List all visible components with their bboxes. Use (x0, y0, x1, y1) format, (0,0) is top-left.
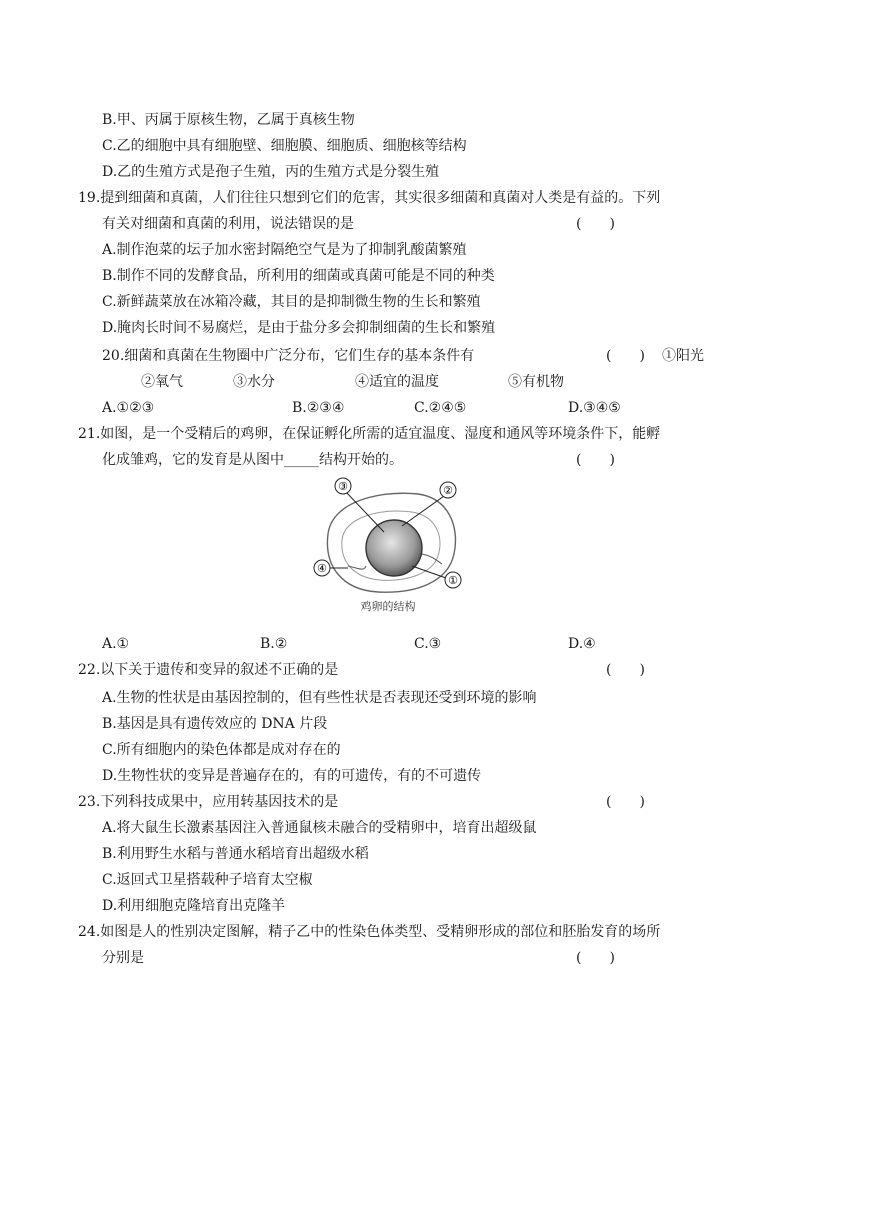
q19-stem-line2: 有关对细菌和真菌的利用，说法错误的是 (102, 216, 354, 232)
egg-structure-figure (308, 474, 464, 622)
q20-item-1: ①阳光 (662, 348, 704, 364)
q21-stem-line1: 21.如图，是一个受精后的鸡卵，在保证孵化所需的适宜温度、湿度和通风等环境条件下，能孵 (78, 426, 661, 442)
pointer-line-2 (402, 496, 444, 526)
q21-option-a: A.① (102, 636, 130, 652)
q18-option-c: C.乙的细胞中具有细胞壁、细胞膜、细胞质、细胞核等结构 (102, 138, 467, 154)
q20-item-5: ⑤有机物 (508, 374, 564, 390)
q19-answer-blank: ( ) (576, 216, 615, 232)
q22-option-c: C.所有细胞内的染色体都是成对存在的 (102, 742, 341, 758)
fig-label-1: ① (448, 574, 458, 587)
q20-option-b: B.②③④ (292, 400, 345, 416)
q23-option-a: A.将大鼠生长激素基因注入普通鼠核未融合的受精卵中，培育出超级鼠 (102, 820, 537, 836)
q22-option-d: D.生物性状的变异是普遍存在的，有的可遗传，有的不可遗传 (102, 768, 482, 784)
q20-option-c: C.②④⑤ (414, 400, 467, 416)
egg-chalaza-right (422, 554, 442, 564)
q18-option-b: B.甲、丙属于原核生物，乙属于真核生物 (102, 112, 355, 128)
fig-label-3: ③ (338, 480, 348, 493)
q19-option-b: B.制作不同的发酵食品，所利用的细菌或真菌可能是不同的种类 (102, 268, 495, 284)
q21-option-b: B.② (260, 636, 288, 652)
q19-option-a: A.制作泡菜的坛子加水密封隔绝空气是为了抑制乳酸菌繁殖 (102, 242, 467, 258)
q22-stem: 22.以下关于遗传和变异的叙述不正确的是 (78, 662, 339, 678)
q19-option-d: D.腌肉长时间不易腐烂，是由于盐分多会抑制细菌的生长和繁殖 (102, 320, 496, 336)
q20-answer-blank: ( ) (606, 348, 645, 364)
q22-answer-blank: ( ) (606, 662, 645, 678)
q21-option-c: C.③ (414, 636, 442, 652)
fig-label-4: ④ (317, 562, 327, 575)
q22-option-b: B.基因是具有遗传效应的 DNA 片段 (102, 716, 328, 732)
q21-option-d: D.④ (568, 636, 596, 652)
q20-option-d: D.③④⑤ (568, 400, 621, 416)
q19-stem-line1: 19.提到细菌和真菌，人们往往只想到它们的危害，其实很多细菌和真菌对人类是有益的。下列 (78, 190, 661, 206)
q23-option-d: D.利用细胞克隆培育出克隆羊 (102, 898, 286, 914)
q20-item-3: ③水分 (233, 374, 275, 390)
q20-stem-line1: 20.细菌和真菌在生物圈中广泛分布，它们生存的基本条件有 (102, 348, 475, 364)
q23-answer-blank: ( ) (606, 794, 645, 810)
fig-label-2: ② (443, 484, 453, 497)
q19-option-c: C.新鲜蔬菜放在冰箱冷藏，其目的是抑制微生物的生长和繁殖 (102, 294, 481, 310)
egg-figure-caption: 鸡卵的结构 (360, 600, 416, 613)
q20-option-a: A.①②③ (102, 400, 155, 416)
q23-stem: 23.下列科技成果中，应用转基因技术的是 (78, 794, 339, 810)
q21-answer-blank: ( ) (576, 452, 615, 468)
q20-item-2: ②氧气 (141, 374, 183, 390)
q20-item-4: ④适宜的温度 (355, 374, 439, 390)
q24-stem-line1: 24.如图是人的性别决定图解，精子乙中的性染色体类型、受精卵形成的部位和胚胎发育的场所 (78, 924, 661, 940)
pointer-line-1 (412, 566, 446, 578)
q21-stem-line2: 化成雏鸡，它的发育是从图中_____结构开始的。 (102, 452, 403, 468)
q18-option-d: D.乙的生殖方式是孢子生殖，丙的生殖方式是分裂生殖 (102, 164, 440, 180)
egg-yolk (366, 520, 422, 576)
q24-answer-blank: ( ) (576, 950, 615, 966)
q23-option-b: B.利用野生水稻与普通水稻培育出超级水稻 (102, 846, 369, 862)
q23-option-c: C.返回式卫星搭载种子培育太空椒 (102, 872, 313, 888)
q22-option-a: A.生物的性状是由基因控制的，但有些性状是否表现还受到环境的影响 (102, 690, 537, 706)
q24-stem-line2: 分别是 (102, 950, 144, 966)
